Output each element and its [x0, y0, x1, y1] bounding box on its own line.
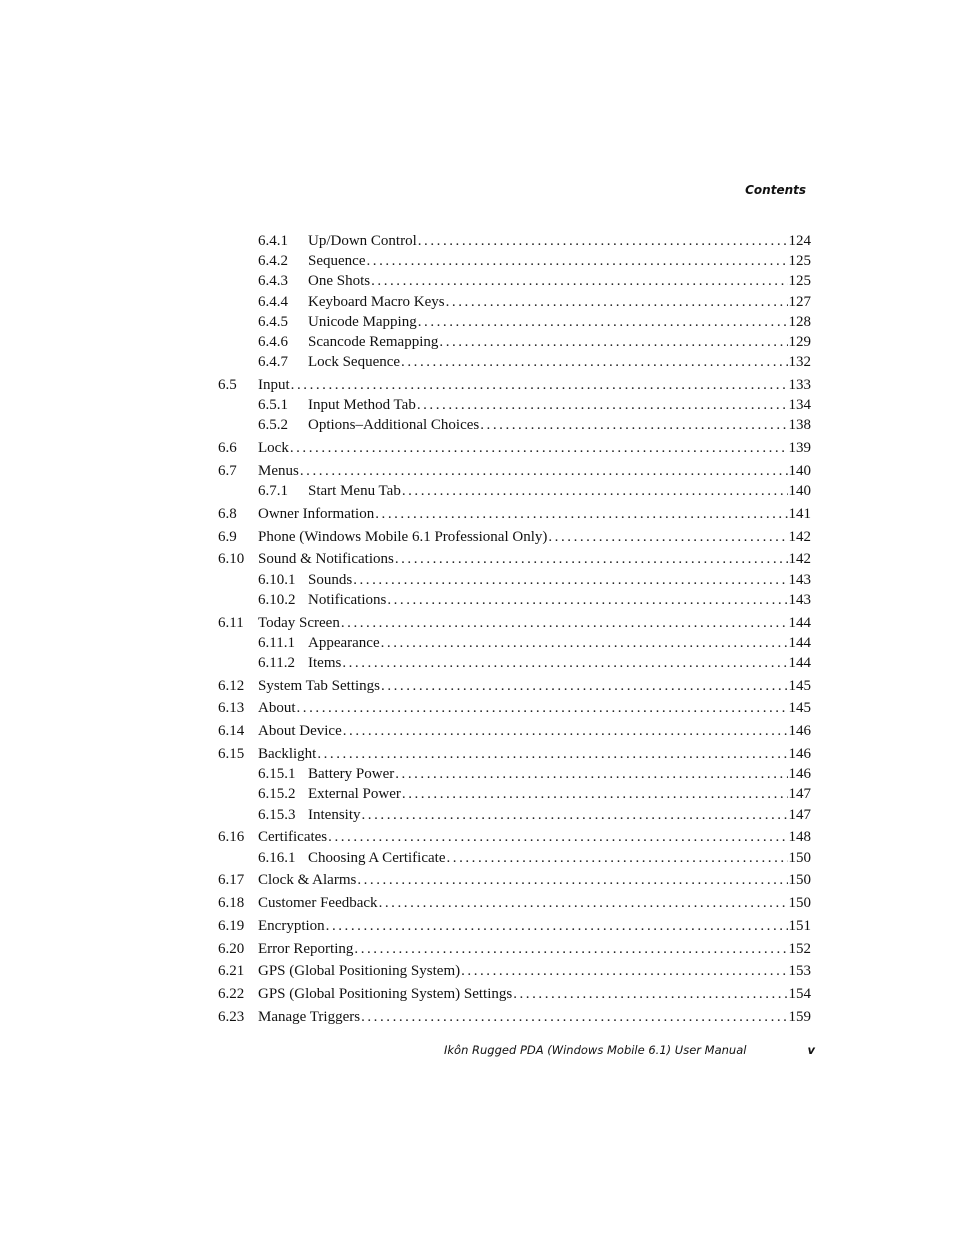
dot-leader: [446, 848, 787, 868]
toc-entry[interactable]: [218, 292, 811, 312]
toc-entry-number: 6.20: [218, 940, 245, 957]
toc-entry-title: Menus: [258, 462, 299, 479]
toc-entry-title: Sounds: [308, 571, 353, 588]
toc-entry-title: Appearance: [308, 634, 380, 651]
toc-entry-page-number: 152: [788, 940, 811, 957]
toc-entry[interactable]: [218, 961, 811, 981]
toc-entry-title: Input: [258, 376, 290, 393]
toc-entry-title: One Shots: [308, 273, 371, 290]
toc-entry-number: 6.23: [218, 1009, 245, 1026]
toc-entry-page-number: 142: [788, 551, 811, 568]
toc-entry-title: Scancode Remapping: [308, 333, 439, 350]
toc-entry-number: 6.13: [218, 700, 245, 717]
toc-entry[interactable]: [218, 461, 811, 481]
toc-entry-page-number: 133: [788, 376, 811, 393]
toc-entry-page-number: 154: [788, 986, 811, 1003]
dot-leader: [480, 415, 787, 435]
dot-leader: [366, 251, 787, 271]
dot-leader: [513, 984, 787, 1004]
toc-entry[interactable]: [218, 251, 811, 271]
dot-leader: [342, 653, 787, 673]
toc-entry-number: 6.11.2: [258, 654, 295, 671]
toc-entry-page-number: 125: [788, 273, 811, 290]
dot-leader: [297, 698, 788, 718]
dot-leader: [317, 744, 787, 764]
toc-entry-number: 6.10: [218, 551, 245, 568]
toc-entry[interactable]: [218, 570, 811, 590]
dot-leader: [402, 784, 788, 804]
toc-entry-page-number: 146: [788, 723, 811, 740]
toc-entry-number: 6.4.5: [258, 313, 288, 330]
toc-entry-title: Notifications: [308, 591, 387, 608]
toc-entry-page-number: 145: [788, 700, 811, 717]
toc-entry-page-number: 147: [788, 786, 811, 803]
dot-leader: [328, 827, 787, 847]
dot-leader: [418, 231, 788, 251]
toc-entry-title: Intensity: [308, 806, 361, 823]
dot-leader: [418, 312, 788, 332]
toc-entry-page-number: 143: [788, 571, 811, 588]
toc-entry-title: Up/Down Control: [308, 233, 417, 249]
dot-leader: [362, 805, 788, 825]
toc-entry-number: 6.9: [218, 528, 237, 545]
dot-leader: [341, 613, 788, 633]
dot-leader: [379, 893, 788, 913]
toc-entry[interactable]: [218, 312, 811, 332]
toc-entry[interactable]: [218, 870, 811, 890]
dot-leader: [446, 292, 788, 312]
toc-entry-page-number: 144: [788, 614, 811, 631]
toc-entry-page-number: 151: [788, 917, 811, 934]
toc-entry-number: 6.5.2: [258, 417, 288, 434]
toc-entry-title: Items: [308, 654, 342, 671]
toc-entry-number: 6.4.7: [258, 354, 288, 371]
toc-entry-page-number: 127: [788, 293, 811, 310]
toc-entry-number: 6.5.1: [258, 397, 288, 414]
toc-entry-number: 6.15.1: [258, 766, 296, 783]
toc-entry-number: 6.19: [218, 917, 245, 934]
toc-entry-title: Owner Information: [258, 505, 375, 522]
toc-entry-page-number: 140: [788, 483, 811, 500]
dot-leader: [548, 527, 787, 547]
toc-entry-page-number: 145: [788, 677, 811, 694]
toc-entry[interactable]: [218, 939, 811, 959]
toc-entry[interactable]: [218, 549, 811, 569]
footer-manual-title: Ikôn Rugged PDA (Windows Mobile 6.1) User Manual: [444, 1043, 747, 1057]
toc-entry[interactable]: [218, 698, 811, 718]
toc-entry[interactable]: [218, 481, 811, 501]
toc-entry[interactable]: [218, 613, 811, 633]
toc-entry[interactable]: [218, 633, 811, 653]
toc-entry-number: 6.15.2: [258, 786, 296, 803]
toc-entry-number: 6.22: [218, 986, 245, 1003]
dot-leader: [300, 461, 788, 481]
toc-entry-page-number: 138: [788, 417, 811, 434]
toc-entry-number: 6.4.3: [258, 273, 288, 290]
toc-entry[interactable]: [218, 332, 811, 352]
toc-entry[interactable]: [218, 721, 811, 741]
footer-page-number: v: [807, 1043, 815, 1057]
dot-leader: [357, 870, 787, 890]
toc-entry-title: Options–Additional Choices: [308, 417, 480, 434]
toc-entry-number: 6.4.1: [258, 233, 288, 249]
dot-leader: [461, 961, 787, 981]
toc-entry-title: About: [258, 700, 296, 717]
toc-entry[interactable]: [218, 676, 811, 696]
toc-entry[interactable]: [218, 916, 811, 936]
toc-entry-title: Battery Power: [308, 766, 395, 783]
toc-entry-page-number: 146: [788, 746, 811, 763]
toc-entry[interactable]: [218, 415, 811, 435]
dot-leader: [290, 438, 788, 458]
toc-entry-number: 6.7: [218, 462, 237, 479]
toc-entry[interactable]: [218, 395, 811, 415]
dot-leader: [387, 590, 787, 610]
dot-leader: [381, 633, 788, 653]
toc-entry-title: Input Method Tab: [308, 397, 416, 414]
toc-entry-page-number: 143: [788, 591, 811, 608]
dot-leader: [375, 504, 787, 524]
dot-leader: [326, 916, 788, 936]
toc-entry[interactable]: [218, 984, 811, 1004]
toc-entry-title: Phone (Windows Mobile 6.1 Professional Only): [258, 528, 548, 545]
dot-leader: [343, 721, 788, 741]
toc-entry-number: 6.10.2: [258, 591, 296, 608]
toc-entry-page-number: 129: [788, 333, 811, 350]
toc-entry-title: GPS (Global Positioning System): [258, 963, 461, 980]
toc-entry[interactable]: [218, 848, 811, 868]
toc-entry[interactable]: [218, 784, 811, 804]
dot-leader: [381, 676, 787, 696]
toc-entry-page-number: 124: [788, 233, 811, 249]
toc-entry[interactable]: [218, 375, 811, 395]
toc-entry-title: Encryption: [258, 917, 325, 934]
dot-leader: [371, 271, 787, 291]
dot-leader: [417, 395, 788, 415]
table-of-contents: [218, 231, 811, 1027]
toc-entry[interactable]: [218, 764, 811, 784]
toc-entry-number: 6.14: [218, 723, 245, 740]
toc-entry-page-number: 140: [788, 462, 811, 479]
toc-entry-page-number: 148: [788, 829, 811, 846]
toc-entry-page-number: 128: [788, 313, 811, 330]
dot-leader: [361, 1007, 787, 1027]
toc-entry[interactable]: [218, 438, 811, 458]
running-head: Contents: [745, 183, 806, 197]
toc-entry-number: 6.4.2: [258, 253, 288, 270]
toc-entry-page-number: 147: [788, 806, 811, 823]
toc-entry-title: Start Menu Tab: [308, 483, 401, 500]
dot-leader: [439, 332, 787, 352]
toc-entry-title: Error Reporting: [258, 940, 354, 957]
toc-entry-page-number: 150: [788, 849, 811, 866]
toc-entry-number: 6.16.1: [258, 849, 296, 866]
dot-leader: [401, 352, 787, 372]
toc-entry-number: 6.4.4: [258, 293, 288, 310]
toc-entry-page-number: 153: [788, 963, 811, 980]
toc-entry-title: Lock: [258, 440, 289, 457]
toc-entry-title: Choosing A Certificate: [308, 849, 446, 866]
toc-entry[interactable]: [218, 893, 811, 913]
toc-entry-number: 6.21: [218, 963, 245, 980]
toc-entry-number: 6.12: [218, 677, 245, 694]
toc-entry-page-number: 142: [788, 528, 811, 545]
dot-leader: [291, 375, 788, 395]
toc-entry-title: Keyboard Macro Keys: [308, 293, 445, 310]
toc-entry-page-number: 139: [788, 440, 811, 457]
toc-entry-page-number: 141: [788, 505, 811, 522]
dot-leader: [402, 481, 788, 501]
toc-entry-number: 6.7.1: [258, 483, 288, 500]
toc-entry-number: 6.15.3: [258, 806, 296, 823]
toc-entry[interactable]: [218, 653, 811, 673]
dot-leader: [354, 939, 787, 959]
toc-entry[interactable]: [218, 271, 811, 291]
toc-entry-page-number: 132: [788, 354, 811, 371]
toc-entry-title: Unicode Mapping: [308, 313, 417, 330]
toc-entry-title: Certificates: [258, 829, 328, 846]
dot-leader: [395, 764, 787, 784]
toc-entry[interactable]: [218, 590, 811, 610]
toc-entry-title: External Power: [308, 786, 401, 803]
toc-entry-title: Backlight: [258, 746, 317, 763]
toc-entry-title: Sound & Notifications: [258, 551, 394, 568]
toc-entry-title: GPS (Global Positioning System) Settings: [258, 986, 513, 1003]
dot-leader: [353, 570, 787, 590]
toc-entry[interactable]: [218, 805, 811, 825]
toc-entry[interactable]: [218, 231, 811, 251]
toc-entry-number: 6.11.1: [258, 634, 295, 651]
toc-entry-page-number: 150: [788, 872, 811, 889]
toc-entry-title: Manage Triggers: [258, 1009, 361, 1026]
toc-entry-page-number: 125: [788, 253, 811, 270]
toc-entry[interactable]: [218, 527, 811, 547]
toc-entry-page-number: 134: [788, 397, 811, 414]
toc-entry-number: 6.5: [218, 376, 237, 393]
toc-entry-number: 6.10.1: [258, 571, 296, 588]
toc-entry-page-number: 146: [788, 766, 811, 783]
toc-entry-page-number: 144: [788, 654, 811, 671]
toc-entry[interactable]: [218, 744, 811, 764]
dot-leader: [395, 549, 788, 569]
toc-entry[interactable]: [218, 1007, 811, 1027]
toc-entry-number: 6.6: [218, 440, 237, 457]
toc-entry-number: 6.18: [218, 895, 245, 912]
toc-entry-page-number: 144: [788, 634, 811, 651]
toc-entry-number: 6.17: [218, 872, 245, 889]
toc-entry-title: Today Screen: [258, 614, 340, 631]
toc-entry-number: 6.16: [218, 829, 245, 846]
toc-entry-title: Lock Sequence: [308, 354, 401, 371]
toc-entry-title: Customer Feedback: [258, 895, 378, 912]
toc-entry-number: 6.11: [218, 614, 244, 631]
toc-entry[interactable]: [218, 827, 811, 847]
toc-entry[interactable]: [218, 352, 811, 372]
toc-entry-number: 6.15: [218, 746, 245, 763]
toc-entry-title: Sequence: [308, 253, 366, 270]
toc-entry-title: Clock & Alarms: [258, 872, 357, 889]
toc-entry-number: 6.8: [218, 505, 237, 522]
toc-entry[interactable]: [218, 504, 811, 524]
toc-entry-page-number: 159: [788, 1009, 811, 1026]
toc-entry-title: System Tab Settings: [258, 677, 381, 694]
toc-entry-number: 6.4.6: [258, 333, 288, 350]
toc-entry-page-number: 150: [788, 895, 811, 912]
toc-entry-title: About Device: [258, 723, 342, 740]
